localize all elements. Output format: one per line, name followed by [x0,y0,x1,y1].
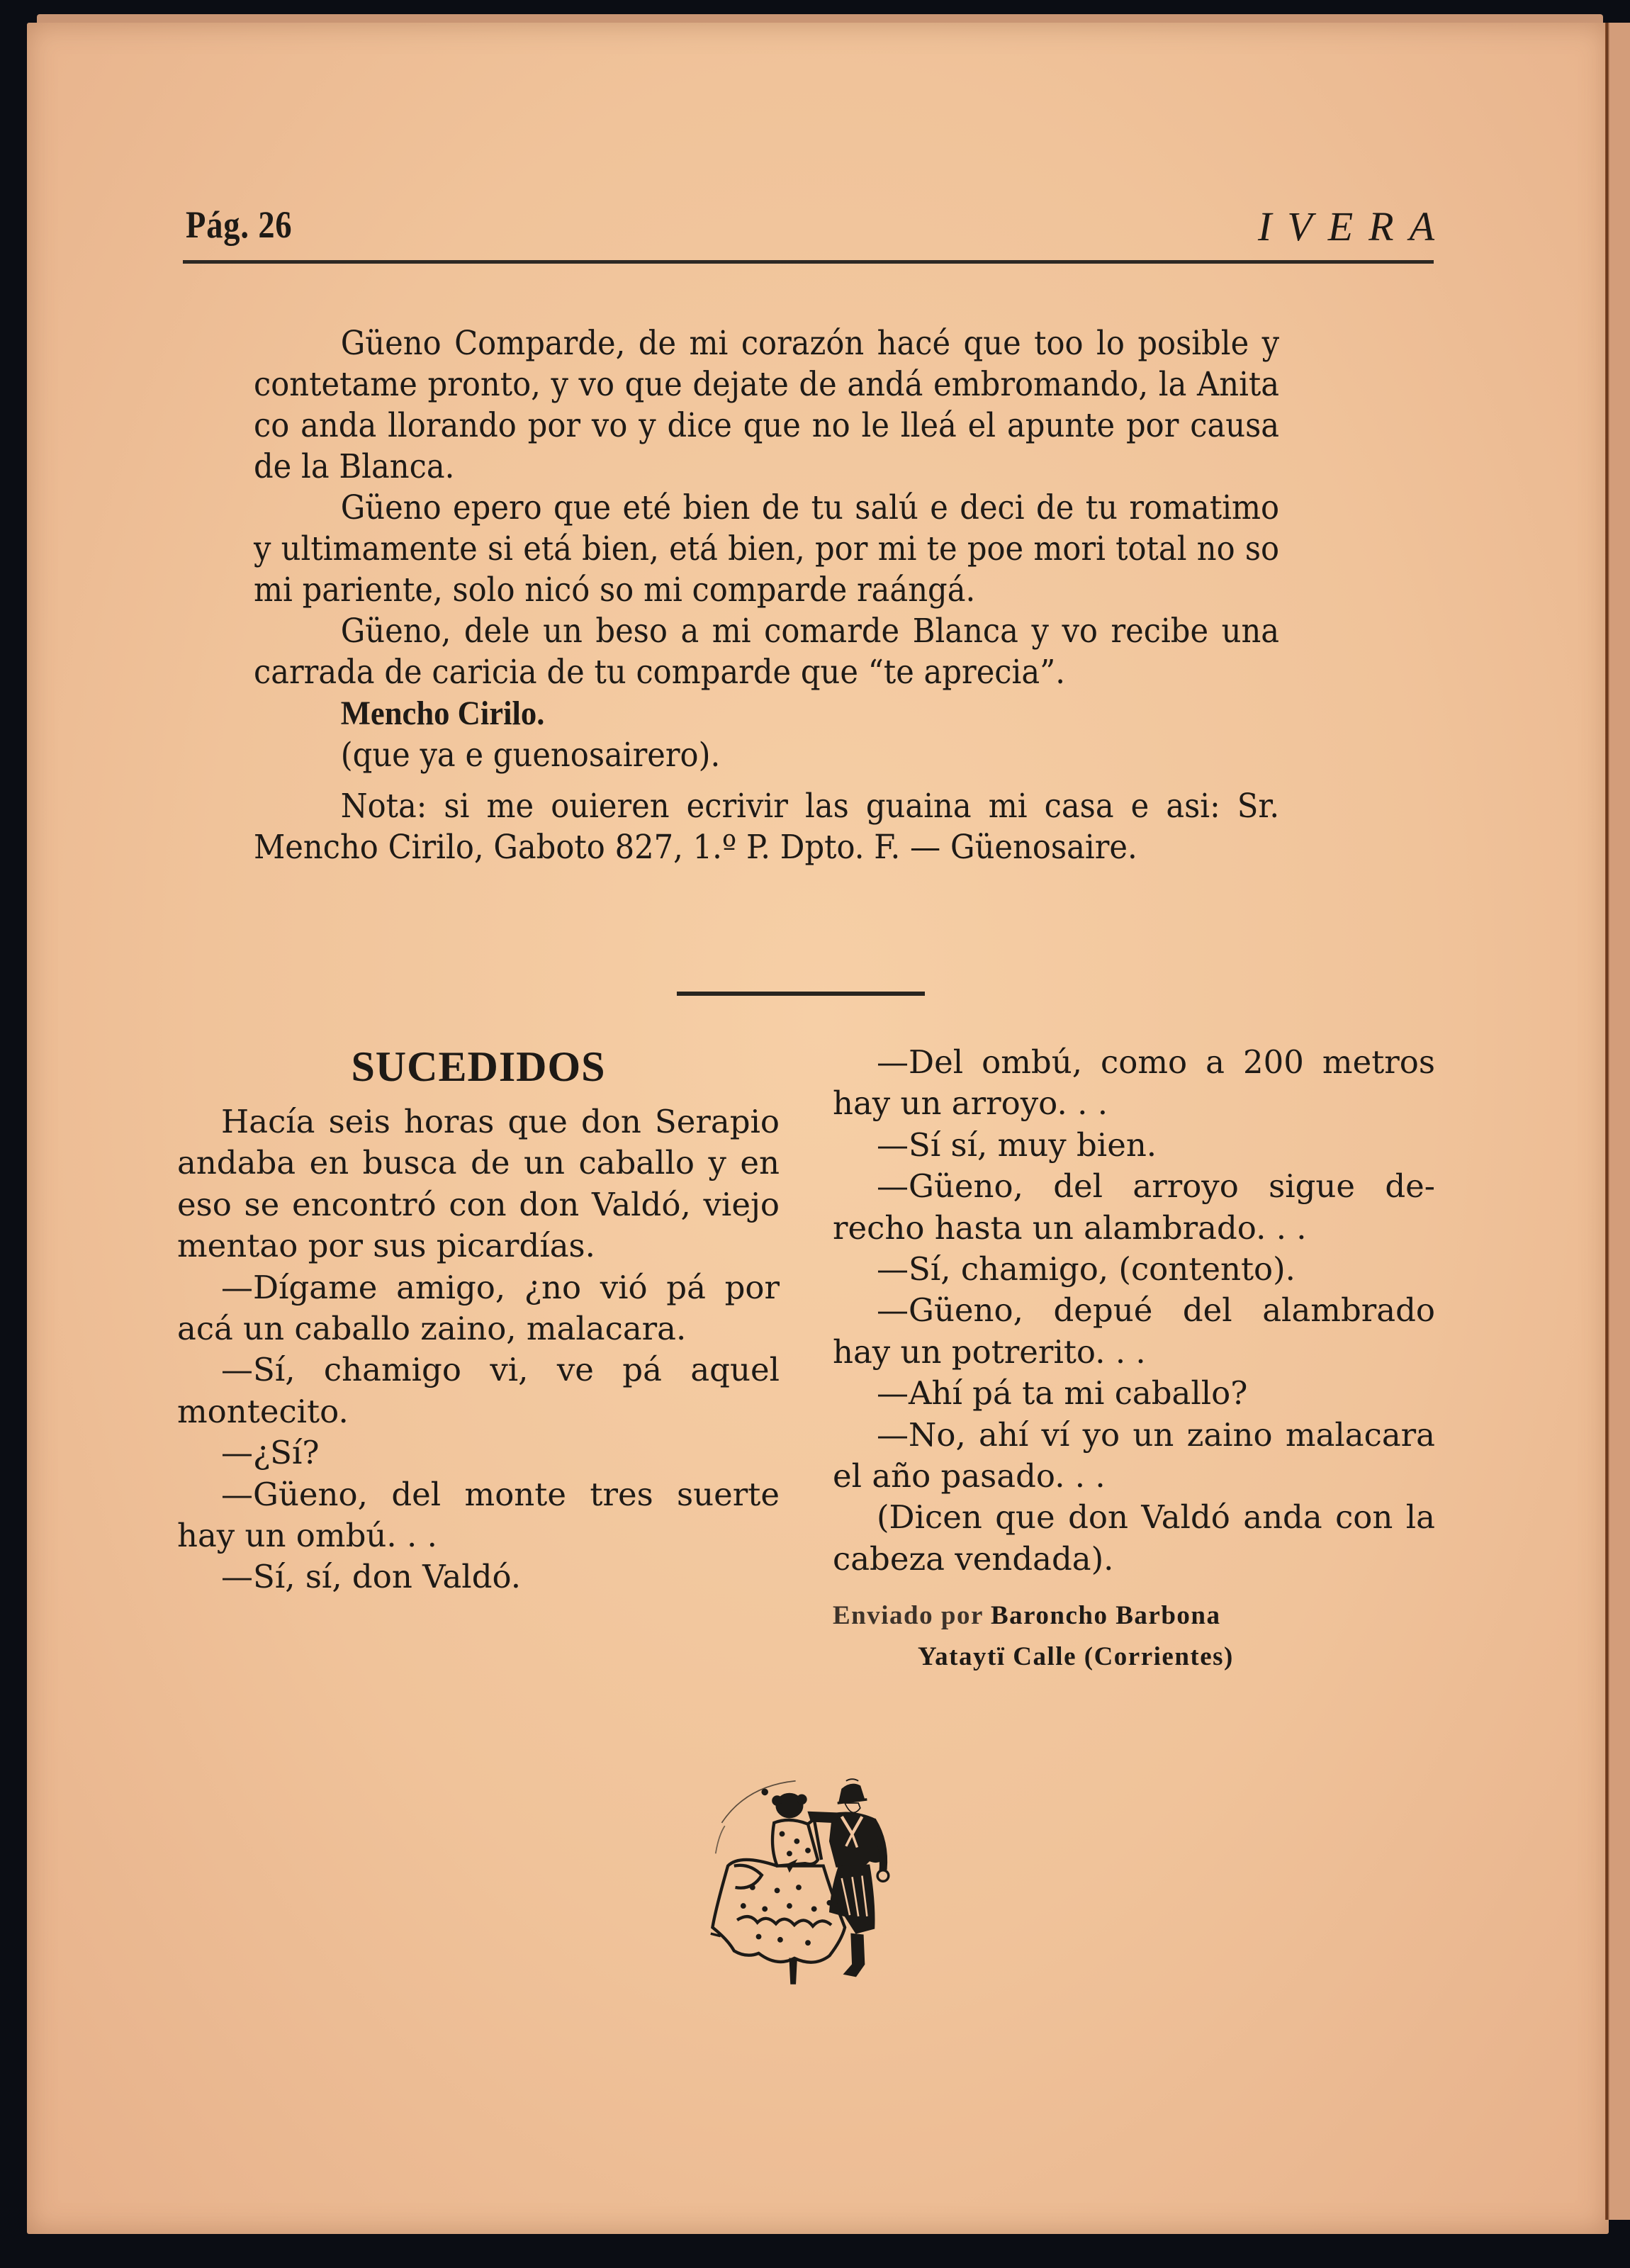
dancing-couple-icon [691,1751,925,2006]
next-page-edge [1609,23,1630,2220]
dialogue-line: —¿Sí? [221,1434,320,1472]
letter-paragraph: Güeno Comparde, de mi corazón hacé que too lo posible y contetame pronto, y vo que dejate de andá embromando, la Anita co anda llorando por vo y dice que no le lleá el apunte por causa de la Blanca. [254,324,1280,485]
dialogue-line: —Sí sí, muy bien. [877,1125,1157,1164]
header-rule [183,260,1434,264]
dialogue-line: —Sí, sí, don Valdó. [221,1558,522,1596]
dialogue-line: —No, ahí ví yo un zaino malacara el año pasado. . . [833,1415,1435,1495]
story-paragraph: Hacía seis horas que don Serapio andaba en busca de un caballo y en eso se encontró con don Valdó, viejo mentao por sus picardías. [177,1103,780,1265]
section-divider [677,992,925,996]
dialogue-line: —Dígame amigo, ¿no vió pá por acá un caballo zaino, malacara. [177,1268,780,1348]
postscript: Nota: si me ouieren ecrivir las guaina mi casa e asi: Sr. Mencho Cirilo, Gaboto 827, 1.º P. Dpto. F. — Güenosaire. [254,787,1280,866]
page-number: Pág. 26 [186,203,293,246]
dialogue-line: —Güeno, depué del alambrado hay un potrerito. . . [833,1291,1435,1371]
letter-paragraph: Güeno, dele un beso a mi comarde Blanca y vo recibe una carrada de caricia de tu comparde que “te aprecia”. [254,612,1280,691]
magazine-title: IVERA [1257,203,1450,249]
letter-paragraph: Güeno epero que eté bien de tu salú e deci de tu romatimo y ultimamente si etá bien, etá bien, por mi te poe mori total no so mi pariente, solo nicó so mi comparde raángá. [254,488,1280,609]
page-gutter [1605,23,1609,2220]
sucedidos-right-column [833,1042,1435,1678]
letter-section [254,322,1279,868]
dialogue-line: —Ahí pá ta mi caballo? [877,1374,1248,1413]
credit-name: Baroncho Barbona [990,1601,1221,1631]
credit-prefix: Enviado por [833,1601,984,1631]
dialogue-line: —Sí, chamigo, (contento). [877,1250,1295,1289]
dialogue-line: —Güeno, del arroyo sigue derecho hasta un alambrado. . . [833,1167,1435,1247]
sucedidos-left-column [177,1042,780,1598]
running-header [186,203,1450,252]
dialogue-line: —Del ombú, como a 200 metros hay un arroyo. . . [833,1043,1435,1123]
signature-name: Mencho Cirilo. [340,695,545,732]
dialogue-line: —Güeno, del monte tres suerte hay un ombú. . . [177,1475,780,1555]
signature-block [254,692,1279,734]
section-title: SUCEDIDOS [351,1043,606,1090]
signature-note-block [254,734,1279,775]
closing-remark: (Dicen que don Valdó anda con la cabeza vendada). [833,1498,1435,1578]
credit-origin: Yataytï Calle (Corrientes) [918,1642,1234,1672]
dialogue-line: —Sí, chamigo vi, ve pá aquel montecito. [177,1351,780,1430]
credit-line [833,1595,1435,1637]
signature-note: (que ya e guenosairero). [340,736,721,774]
